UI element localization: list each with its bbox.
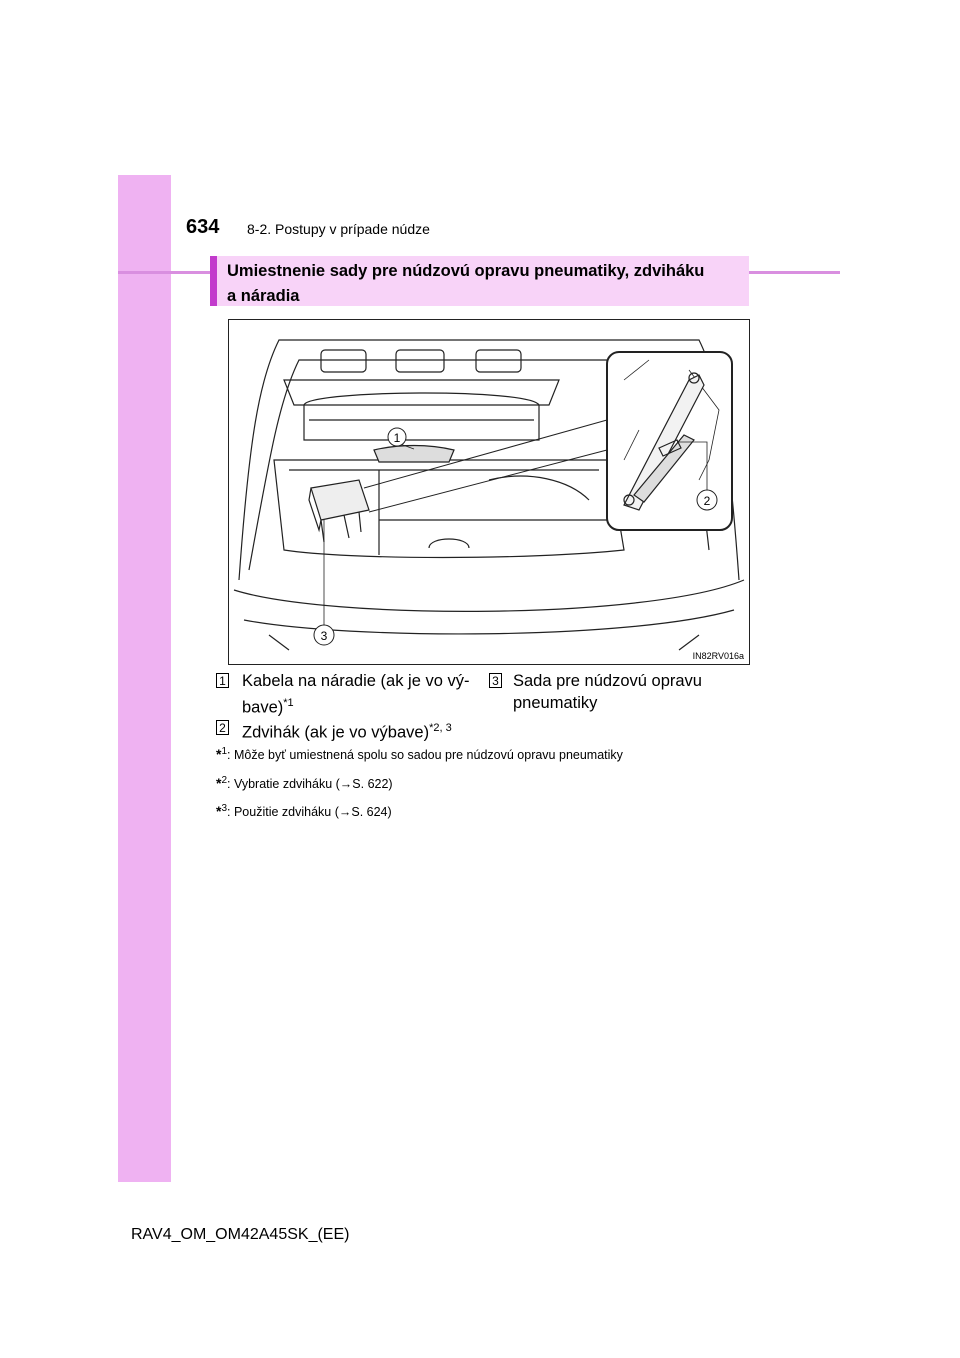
footnote-3-text: : Použitie zdviháku (→S. 624): [227, 805, 392, 820]
item-1-text: [242, 670, 469, 719]
item-1-line-2: [242, 692, 469, 719]
item-number-3: 3: [489, 673, 502, 688]
figure-code: IN82RV016a: [692, 651, 744, 661]
page-number: 634: [186, 216, 220, 238]
item-1-footnote-mark: *1: [283, 697, 294, 709]
item-2-footnote-mark: *2, 3: [429, 722, 452, 734]
item-number-2: 2: [216, 720, 229, 735]
trunk-drawing: [229, 320, 749, 664]
footnote-2: [216, 775, 393, 791]
item-number-1: 1: [216, 673, 229, 688]
item-1-line-1: Kabela na náradie (ak je vo vý-: [242, 672, 470, 690]
footnote-1-text: : Môže byť umiestnená spolu so sadou pre núdzovú opravu pneumatiky: [227, 748, 623, 763]
item-1-line-2-text: bave): [242, 698, 284, 717]
footnote-2-number: 2: [221, 775, 228, 786]
item-3-line-2: pneumatiky: [513, 694, 598, 712]
footnote-2-text: : Vybratie zdviháku (→S. 622): [227, 777, 393, 792]
footnote-3-number: 3: [221, 803, 228, 814]
luggage-compartment-illustration: [228, 319, 750, 665]
footnote-1-star: *: [216, 746, 222, 763]
svg-text:3: 3: [320, 629, 328, 643]
heading-line-1: Umiestnenie sady pre núdzovú opravu pneumatiky, zdviháku: [227, 262, 705, 280]
chapter-side-bar: [118, 175, 171, 1182]
footnote-3: [216, 803, 392, 819]
svg-text:2: 2: [703, 494, 711, 508]
document-code-footer: RAV4_OM_OM42A45SK_(EE): [131, 1226, 350, 1243]
footnote-1: [216, 746, 623, 762]
item-3-line-1: Sada pre núdzovú opravu: [513, 672, 702, 690]
item-2-line-1: Zdvihák (ak je vo výbave): [242, 723, 430, 742]
heading-line-2: a náradia: [227, 287, 300, 305]
footnote-1-number: 1: [221, 746, 228, 757]
item-2-text: [242, 717, 452, 744]
footnote-3-star: *: [216, 803, 222, 820]
section-title: 8-2. Postupy v prípade núdze: [247, 221, 430, 237]
svg-text:1: 1: [393, 431, 401, 445]
item-3-text: [513, 670, 702, 714]
section-heading: [210, 256, 749, 306]
footnote-2-star: *: [216, 775, 222, 792]
